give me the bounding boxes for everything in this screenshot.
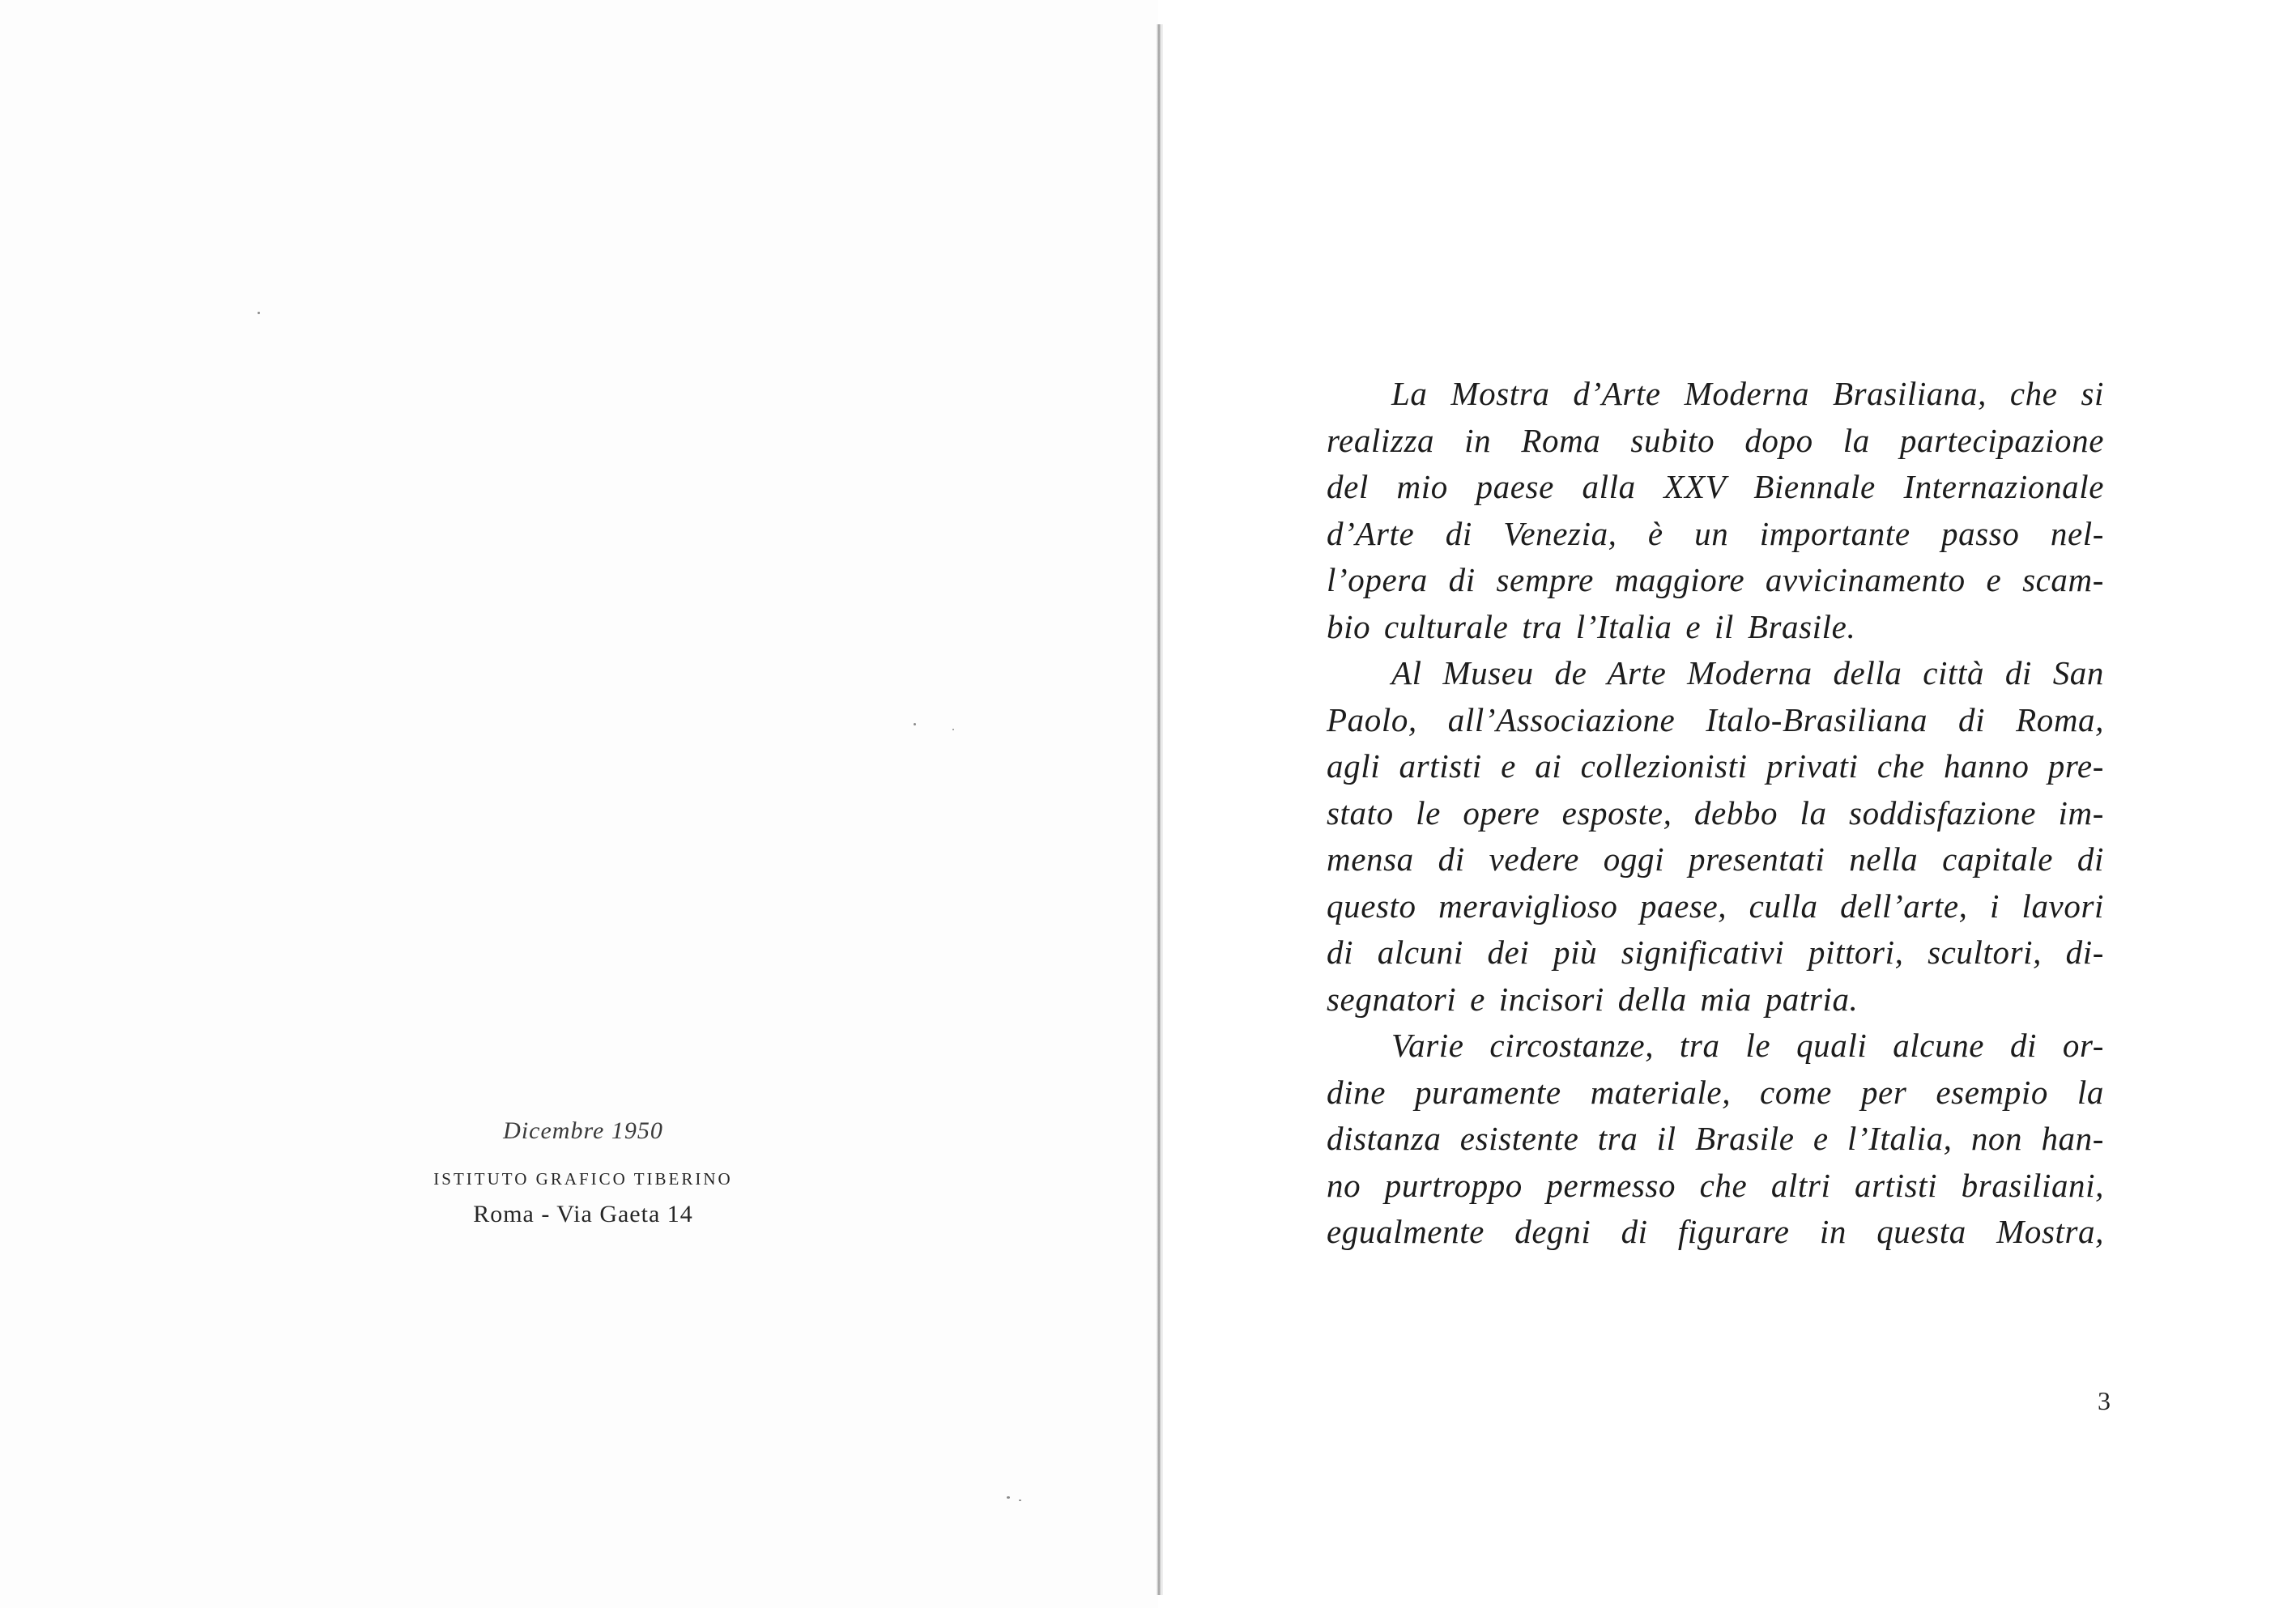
text-line: l’opera di sempre maggiore avvicinamento e scam-: [1327, 561, 2104, 598]
text-line: dine puramente materiale, come per esempio la: [1327, 1073, 2104, 1111]
text-line: La Mostra d’Arte Moderna Brasiliana, che si: [1391, 375, 2104, 412]
paper-speck: [1007, 1496, 1010, 1499]
text-line: Paolo, all’Associazione Italo-Brasiliana di Roma,: [1327, 700, 2104, 738]
text-line: Varie circostanze, tra le quali alcune di or-: [1391, 1027, 2104, 1064]
text-line: distanza esistente tra il Brasile e l’Italia, non han-: [1327, 1120, 2104, 1157]
text-line: egualmente degni di figurare in questa Mostra,: [1327, 1213, 2104, 1250]
text-line: questo meraviglioso paese, culla dell’arte, i lavori: [1327, 887, 2104, 925]
paper-speck: [952, 729, 954, 730]
text-line: del mio paese alla XXV Biennale Internazionale: [1327, 468, 2104, 505]
text-line: d’Arte di Venezia, è un importante passo nel-: [1327, 514, 2104, 552]
paper-speck: [258, 312, 260, 314]
colophon-printer: ISTITUTO GRAFICO TIBERINO: [433, 1169, 733, 1189]
colophon-address: Roma - Via Gaeta 14: [473, 1201, 693, 1227]
text-line: bio culturale tra l’Italia e il Brasile.: [1327, 607, 1856, 645]
text-line: realizza in Roma subito dopo la partecipazione: [1327, 421, 2104, 459]
paper-speck: [914, 723, 916, 725]
page-number: 3: [2098, 1386, 2111, 1415]
text-line: stato le opere esposte, debbo la soddisfazione im-: [1327, 793, 2104, 832]
colophon: [421, 1117, 745, 1228]
text-line: mensa di vedere oggi presentati nella capitale di: [1327, 840, 2104, 878]
body-text: [1327, 371, 2104, 1256]
text-line: di alcuni dei più significativi pittori, scultori, di-: [1327, 934, 2104, 971]
paper-speck: [1019, 1500, 1021, 1501]
text-line: segnatori e incisori della mia patria.: [1327, 980, 1859, 1018]
text-line: Al Museu de Arte Moderna della città di San: [1391, 654, 2104, 691]
text-line: agli artisti e ai collezionisti privati che hanno pre-: [1327, 747, 2104, 785]
colophon-date: Dicembre 1950: [503, 1117, 663, 1144]
text-line: no purtroppo permesso che altri artisti brasiliani,: [1327, 1166, 2104, 1204]
